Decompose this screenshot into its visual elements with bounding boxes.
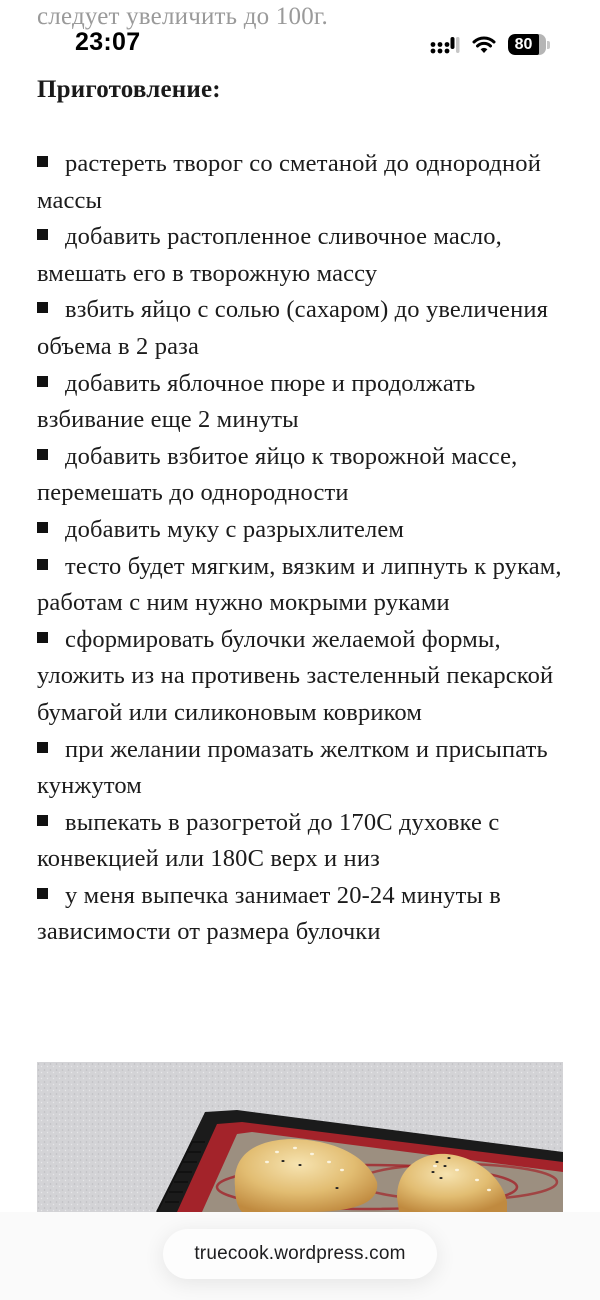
list-item: добавить взбитое яйцо к творожной массе, перемешать до однородности [37, 442, 518, 507]
section-heading: Приготовление: [37, 76, 221, 103]
square-bullet-icon [37, 742, 48, 753]
address-bar[interactable]: truecook.wordpress.com [163, 1229, 437, 1279]
list-item: тесто будет мягким, вязким и липнуть к рукам, работам с ним нужно мокрыми руками [37, 552, 562, 617]
recipe-photo[interactable] [37, 1062, 563, 1212]
list-item: добавить яблочное пюре и продолжать взбивание еще 2 минуты [37, 369, 476, 434]
list-item: сформировать булочки желаемой формы, уложить из на противень застеленный пекарской бумагой или силиконовым ковриком [37, 625, 554, 726]
square-bullet-icon [37, 632, 48, 643]
square-bullet-icon [37, 888, 48, 899]
battery-nub [547, 41, 550, 49]
list-item: растереть творог со сметаной до однородной массы [37, 150, 541, 214]
square-bullet-icon [37, 229, 48, 240]
list-item: у меня выпечка занимает 20-24 минуты в зависимости от размера булочки [37, 881, 502, 946]
wifi-icon [472, 35, 496, 55]
battery-icon [508, 34, 546, 55]
previous-paragraph-line: следует увеличить до 100г. [37, 3, 328, 30]
status-time: 23:07 [75, 28, 141, 56]
square-bullet-icon [37, 376, 48, 387]
list-item: при желании промазать желтком и присыпать кунжутом [37, 735, 548, 800]
battery-level: 80 [514, 36, 533, 53]
list-item: выпекать в разогретой до 170С духовке с конвекцией или 180С верх и низ [37, 808, 500, 873]
list-item: добавить растопленное сливочное масло, вмешать его в творожную массу [37, 223, 502, 287]
square-bullet-icon [37, 559, 48, 570]
square-bullet-icon [37, 156, 48, 167]
square-bullet-icon [37, 522, 48, 533]
square-bullet-icon [37, 449, 48, 460]
square-bullet-icon [37, 815, 48, 826]
list-item: взбить яйцо с солью (сахаром) до увеличения объема в 2 раза [37, 296, 549, 360]
buns-on-tray-image [37, 1062, 563, 1212]
list-item: добавить муку с разрыхлителем [37, 512, 567, 549]
cellular-signal-icon [430, 37, 460, 55]
steps-list [37, 146, 567, 951]
status-bar [0, 28, 600, 62]
square-bullet-icon [37, 302, 48, 313]
